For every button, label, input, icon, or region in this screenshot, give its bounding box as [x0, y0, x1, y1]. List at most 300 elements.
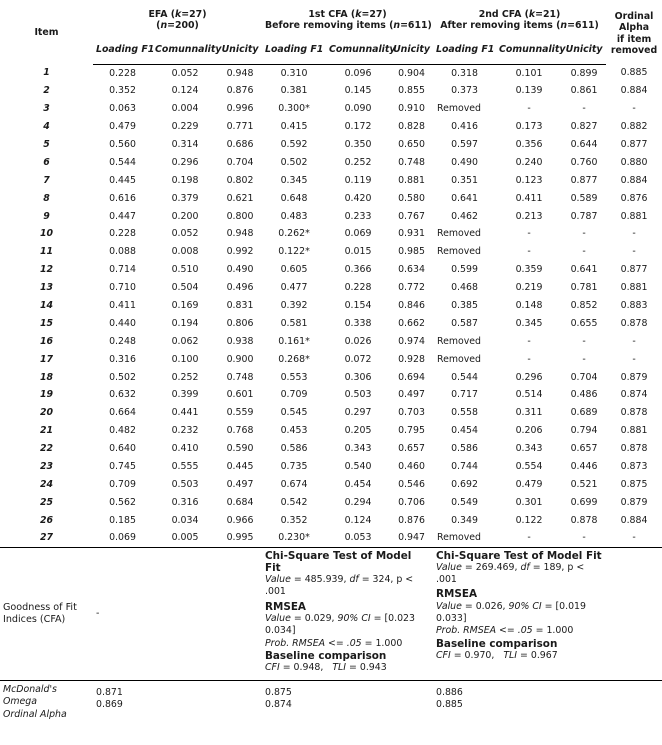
alpha-if-removed: 0.885: [620, 67, 648, 79]
cfa1-loading: 0.352: [280, 514, 308, 526]
item-number: 25: [39, 496, 54, 508]
item-number: 20: [39, 407, 54, 419]
cfa2-communality: 0.345: [515, 317, 543, 329]
table-row: [0, 297, 662, 315]
item-number: 17: [39, 353, 54, 365]
cfa1-unicity: 0.767: [398, 210, 425, 222]
item-number: 11: [39, 246, 54, 258]
item-number: 23: [39, 461, 54, 473]
cfa2-unicity: 0.878: [570, 514, 598, 526]
cfa1-communality: 0.053: [344, 532, 372, 544]
cfa2-unicity: 0.446: [570, 461, 598, 473]
alpha-if-removed: -: [632, 532, 636, 544]
efa-loading: 0.479: [109, 121, 136, 133]
cfa2-unicity: 0.760: [570, 156, 598, 168]
alpha-if-removed: -: [632, 246, 636, 258]
item-number: 13: [39, 282, 54, 294]
efa-loading: 0.714: [109, 264, 136, 276]
cfa1-unicity: 0.985: [398, 246, 425, 258]
cfa2-loading: 0.416: [451, 121, 478, 133]
table-row: [0, 440, 662, 458]
efa-communality: 0.296: [171, 156, 199, 168]
alpha-if-removed: 0.881: [620, 210, 648, 222]
table-row: [0, 243, 662, 261]
cfa2-loading: 0.373: [451, 85, 478, 97]
alpha-if-removed: 0.878: [620, 443, 648, 455]
cfa2-unicity: 0.794: [570, 425, 598, 437]
cfa1-header: 1st CFA (k=27) Before removing items (n=611): [265, 8, 432, 31]
table-row: [0, 368, 662, 386]
cfa2-unicity: -: [582, 228, 586, 240]
alpha-if-removed: -: [632, 228, 636, 240]
gof-label: Goodness of Fit Indices (CFA): [0, 547, 93, 680]
cfa1-unicity-header: Unicity: [390, 36, 433, 64]
cfa2-communality: -: [527, 103, 531, 115]
cfa1-communality: 0.338: [344, 317, 372, 329]
cfa2-communality: 0.411: [515, 192, 543, 204]
table-row: [0, 458, 662, 476]
cfa2-loading-header: Loading F1: [433, 36, 496, 64]
efa-communality: 0.100: [171, 353, 199, 365]
cfa2-unicity: 0.521: [570, 478, 598, 490]
efa-unicity: 0.497: [226, 478, 254, 490]
efa-unicity: 0.800: [226, 210, 254, 222]
cfa1-communality: 0.072: [344, 353, 372, 365]
efa-unicity: 0.496: [226, 282, 254, 294]
cfa2-loading: Removed: [437, 228, 482, 240]
cfa1-unicity: 0.795: [398, 425, 425, 437]
efa-unicity: 0.704: [226, 156, 254, 168]
cfa1-communality: 0.540: [344, 461, 372, 473]
cfa1-unicity: 0.828: [398, 121, 425, 133]
efa-unicity: 0.590: [226, 443, 254, 455]
alpha-if-removed: 0.873: [620, 461, 648, 473]
cfa2-loading: 0.462: [451, 210, 478, 222]
table-row: [0, 100, 662, 118]
cfa2-loading: 0.349: [451, 514, 478, 526]
cfa1-unicity: 0.546: [398, 478, 425, 490]
efa-unicity: 0.806: [226, 317, 254, 329]
table-row: [0, 350, 662, 368]
cfa2-communality: 0.240: [515, 156, 543, 168]
table-row: [0, 404, 662, 422]
item-number: 2: [43, 85, 50, 97]
table-row: [0, 279, 662, 297]
cfa2-unicity: 0.781: [570, 282, 598, 294]
item-number: 6: [43, 156, 50, 168]
cfa2-loading: 0.468: [451, 282, 478, 294]
efa-loading: 0.069: [109, 532, 136, 544]
cfa1-communality: 0.119: [344, 174, 372, 186]
efa-loading: 0.560: [109, 139, 136, 150]
alpha-if-removed: 0.883: [620, 300, 648, 312]
cfa2-loading: Removed: [437, 246, 482, 258]
efa-loading: 0.544: [109, 156, 136, 168]
efa-communality-header: Comunnality: [152, 36, 218, 64]
efa-unicity-header: Unicity: [218, 36, 262, 64]
cfa2-unicity: 0.644: [570, 139, 598, 150]
cfa2-loading: 0.385: [451, 300, 478, 312]
cfa1-communality: 0.420: [344, 192, 372, 204]
alpha-gof-empty: [606, 547, 662, 680]
efa-communality: 0.200: [171, 210, 199, 222]
item-header: Item: [34, 26, 59, 38]
cfa2-unicity: 0.704: [570, 371, 598, 383]
cfa1-unicity: 0.910: [398, 103, 425, 115]
cfa1-unicity: 0.497: [398, 389, 425, 401]
cfa2-communality: 0.213: [515, 210, 543, 222]
cfa1-communality: 0.306: [344, 371, 372, 383]
alpha-if-removed: 0.879: [620, 496, 648, 508]
efa-loading: 0.088: [109, 246, 136, 258]
cfa1-loading: 0.262*: [278, 228, 310, 240]
efa-loading: 0.440: [109, 317, 136, 329]
cfa1-communality: 0.015: [344, 246, 372, 258]
table-row: [0, 171, 662, 189]
reliability-label: McDonald's Omega Ordinal Alpha: [0, 680, 93, 726]
efa-unicity: 0.996: [226, 103, 254, 115]
cfa1-communality: 0.503: [344, 389, 372, 401]
cfa2-loading: 0.599: [451, 264, 478, 276]
table-row: [0, 422, 662, 440]
cfa2-communality: 0.311: [515, 407, 543, 419]
cfa2-loading: 0.351: [451, 174, 478, 186]
efa-unicity: 0.966: [226, 514, 254, 526]
item-number: 7: [43, 174, 50, 186]
cfa2-unicity: -: [582, 246, 586, 258]
cfa1-loading: 0.545: [280, 407, 308, 419]
cfa1-communality: 0.366: [344, 264, 372, 276]
efa-loading: 0.411: [109, 300, 136, 312]
cfa1-unicity: 0.772: [398, 282, 425, 294]
alpha-if-removed: 0.877: [620, 264, 648, 276]
cfa2-loading: 0.717: [451, 389, 478, 401]
table-row: [0, 189, 662, 207]
efa-communality: 0.008: [171, 246, 199, 258]
efa-unicity: 0.771: [226, 121, 254, 133]
alpha-if-removed: 0.881: [620, 425, 648, 437]
efa-communality: 0.399: [171, 389, 199, 401]
cfa2-communality: 0.139: [515, 85, 543, 97]
cfa1-loading: 0.268*: [278, 353, 310, 365]
cfa1-communality: 0.228: [344, 282, 372, 294]
table-row: [0, 511, 662, 529]
cfa2-loading: 0.558: [451, 407, 478, 419]
efa-loading: 0.632: [109, 389, 136, 401]
cfa2-communality: -: [527, 335, 531, 347]
efa-loading: 0.664: [109, 407, 136, 419]
cfa2-communality-header: Comunnality: [496, 36, 562, 64]
cfa2-unicity: 0.486: [570, 389, 598, 401]
cfa1-communality: 0.233: [344, 210, 372, 222]
cfa2-communality: -: [527, 246, 531, 258]
alpha-if-removed: 0.876: [620, 192, 648, 204]
item-number: 14: [39, 300, 54, 312]
efa-communality: 0.052: [171, 228, 199, 240]
item-number: 4: [43, 121, 50, 133]
alpha-if-removed: 0.875: [620, 478, 648, 490]
goodness-of-fit-row: [0, 547, 662, 680]
efa-unicity: 0.684: [226, 496, 254, 508]
cfa1-communality: 0.350: [344, 139, 372, 150]
alpha-if-removed: 0.878: [620, 407, 648, 419]
cfa2-loading: 0.549: [451, 496, 478, 508]
cfa1-unicity: 0.947: [398, 532, 425, 544]
cfa1-unicity: 0.931: [398, 228, 425, 240]
cfa1-communality: 0.154: [344, 300, 372, 312]
alpha-if-removed: -: [632, 335, 636, 347]
cfa1-unicity: 0.846: [398, 300, 425, 312]
cfa2-unicity: 0.699: [570, 496, 598, 508]
cfa1-loading: 0.581: [280, 317, 308, 329]
alpha-if-removed: 0.879: [620, 371, 648, 383]
cfa1-loading: 0.477: [280, 282, 308, 294]
table-row: [0, 207, 662, 225]
cfa2-loading: Removed: [437, 335, 482, 347]
efa-communality: 0.410: [171, 443, 199, 455]
efa-header: EFA (k=27) (n=200): [148, 8, 207, 31]
cfa2-unicity: 0.852: [570, 300, 598, 312]
cfa2-communality: 0.101: [515, 67, 543, 79]
cfa1-loading: 0.553: [280, 371, 308, 383]
efa-communality: 0.169: [171, 300, 199, 312]
cfa1-loading: 0.453: [280, 425, 308, 437]
cfa1-communality: 0.026: [344, 335, 372, 347]
table-row: [0, 314, 662, 332]
cfa1-loading: 0.300*: [278, 103, 310, 115]
cfa2-unicity: -: [582, 353, 586, 365]
cfa2-loading: 0.744: [451, 461, 478, 473]
efa-communality: 0.504: [171, 282, 199, 294]
efa-unicity: 0.995: [226, 532, 254, 544]
table-row: [0, 529, 662, 547]
cfa1-unicity: 0.855: [398, 85, 425, 97]
cfa2-gof-block: Chi-Square Test of Model Fit Value = 269.469, df = 189, p < .001 RMSEA Value = 0.026, 90% CI = [0.019 0.033] Prob. RMSEA <= .05 = 1.000 Baseline comparison CFI = 0.970, TLI = 0.967: [433, 547, 606, 680]
efa-loading: 0.447: [109, 210, 136, 222]
cfa1-unicity: 0.657: [398, 443, 425, 455]
table-row: [0, 225, 662, 243]
cfa2-communality: 0.356: [515, 139, 543, 150]
table-row: [0, 386, 662, 404]
alpha-if-removed: 0.884: [620, 514, 648, 526]
item-number: 8: [43, 192, 50, 204]
efa-unicity: 0.948: [226, 228, 254, 240]
item-number: 26: [39, 514, 54, 526]
cfa2-unicity-header: Unicity: [562, 36, 606, 64]
item-number: 22: [39, 443, 54, 455]
efa-communality: 0.052: [171, 67, 199, 79]
item-number: 3: [43, 103, 50, 115]
item-number: 10: [39, 228, 54, 240]
table-row: [0, 118, 662, 136]
efa-unicity: 0.938: [226, 335, 254, 347]
cfa2-communality: 0.219: [515, 282, 543, 294]
cfa1-communality: 0.294: [344, 496, 372, 508]
item-number: 24: [39, 478, 54, 490]
cfa1-loading: 0.415: [280, 121, 308, 133]
cfa2-unicity: 0.641: [570, 264, 598, 276]
efa-loading: 0.616: [109, 192, 136, 204]
cfa1-loading: 0.161*: [278, 335, 310, 347]
efa-unicity: 0.948: [226, 67, 254, 79]
cfa1-loading: 0.381: [280, 85, 308, 97]
cfa2-loading: 0.318: [451, 67, 478, 79]
efa-communality: 0.555: [171, 461, 199, 473]
efa-communality: 0.379: [171, 192, 199, 204]
cfa2-unicity: 0.657: [570, 443, 598, 455]
alpha-if-removed: 0.884: [620, 174, 648, 186]
cfa1-communality: 0.172: [344, 121, 372, 133]
cfa2-communality: 0.148: [515, 300, 543, 312]
cfa1-communality: 0.090: [344, 103, 372, 115]
alpha-if-removed: 0.874: [620, 389, 648, 401]
cfa2-communality: 0.206: [515, 425, 543, 437]
cfa2-unicity: -: [582, 335, 586, 347]
efa-gof-value: -: [93, 547, 262, 680]
alpha-if-removed: 0.877: [620, 139, 648, 150]
cfa1-unicity: 0.881: [398, 174, 425, 186]
cfa1-communality: 0.124: [344, 514, 372, 526]
efa-reliability: 0.871 0.869: [93, 680, 262, 726]
cfa2-unicity: 0.827: [570, 121, 598, 133]
efa-communality: 0.194: [171, 317, 199, 329]
cfa1-unicity: 0.650: [398, 139, 425, 150]
cfa2-header: 2nd CFA (k=21) After removing items (n=611): [440, 8, 599, 31]
efa-loading: 0.445: [109, 174, 136, 186]
cfa1-communality: 0.069: [344, 228, 372, 240]
cfa2-unicity: 0.655: [570, 317, 598, 329]
alpha-if-removed: 0.878: [620, 317, 648, 329]
cfa1-gof-block: Chi-Square Test of Model Fit Value = 485.939, df = 324, p < .001 RMSEA Value = 0.029, 90% CI = [0.023 0.034] Prob. RMSEA <= .05 = 1.000 Baseline comparison CFI = 0.948, TLI = 0.943: [262, 547, 433, 680]
efa-communality: 0.510: [171, 264, 199, 276]
cfa1-unicity: 0.694: [398, 371, 425, 383]
cfa2-loading: 0.692: [451, 478, 478, 490]
alpha-if-removed: 0.884: [620, 85, 648, 97]
cfa1-reliability: 0.875 0.874: [262, 680, 433, 726]
cfa1-communality: 0.297: [344, 407, 372, 419]
cfa2-communality: 0.514: [515, 389, 543, 401]
efa-communality: 0.198: [171, 174, 199, 186]
efa-loading: 0.562: [109, 496, 136, 508]
cfa2-loading: 0.490: [451, 156, 478, 168]
cfa1-unicity: 0.460: [398, 461, 425, 473]
cfa2-reliability: 0.886 0.885: [433, 680, 606, 726]
table-row: [0, 475, 662, 493]
efa-unicity: 0.876: [226, 85, 254, 97]
cfa1-loading: 0.392: [280, 300, 308, 312]
alpha-if-removed: -: [632, 103, 636, 115]
cfa2-loading: 0.597: [451, 139, 478, 150]
efa-loading: 0.709: [109, 478, 136, 490]
efa-unicity: 0.621: [226, 192, 254, 204]
cfa1-loading: 0.310: [280, 67, 308, 79]
cfa1-unicity: 0.974: [398, 335, 425, 347]
efa-communality: 0.232: [171, 425, 199, 437]
cfa1-communality: 0.145: [344, 85, 372, 97]
efa-communality: 0.004: [171, 103, 199, 115]
table-row: [0, 261, 662, 279]
cfa1-unicity: 0.580: [398, 192, 425, 204]
efa-loading: 0.063: [109, 103, 136, 115]
cfa1-unicity: 0.703: [398, 407, 425, 419]
cfa2-communality: 0.123: [515, 174, 543, 186]
cfa1-loading: 0.592: [280, 139, 308, 150]
cfa2-loading: Removed: [437, 353, 482, 365]
efa-loading: 0.228: [109, 228, 136, 240]
efa-unicity: 0.748: [226, 371, 254, 383]
cfa2-communality: 0.301: [515, 496, 543, 508]
efa-communality: 0.034: [171, 514, 199, 526]
table-row: [0, 82, 662, 100]
efa-unicity: 0.490: [226, 264, 254, 276]
cfa2-communality: 0.554: [515, 461, 543, 473]
cfa1-loading: 0.502: [280, 156, 308, 168]
efa-loading: 0.185: [109, 514, 136, 526]
cfa1-loading: 0.586: [280, 443, 308, 455]
efa-loading: 0.640: [109, 443, 136, 455]
alpha-if-removed: 0.880: [620, 156, 648, 168]
cfa1-unicity: 0.662: [398, 317, 425, 329]
reliability-row: [0, 680, 662, 726]
efa-unicity: 0.802: [226, 174, 254, 186]
cfa2-communality: -: [527, 532, 531, 544]
cfa1-communality: 0.343: [344, 443, 372, 455]
cfa1-loading: 0.542: [280, 496, 308, 508]
group-header-row: [0, 0, 662, 36]
cfa1-loading: 0.648: [280, 192, 308, 204]
efa-communality: 0.062: [171, 335, 199, 347]
cfa2-loading: Removed: [437, 103, 482, 115]
efa-communality: 0.229: [171, 121, 199, 133]
efa-communality: 0.005: [171, 532, 199, 544]
efa-communality: 0.503: [171, 478, 199, 490]
cfa1-communality: 0.205: [344, 425, 372, 437]
efa-unicity: 0.831: [226, 300, 254, 312]
cfa1-unicity: 0.634: [398, 264, 425, 276]
efa-loading: 0.710: [109, 282, 136, 294]
cfa2-communality: -: [527, 353, 531, 365]
cfa2-unicity: 0.861: [570, 85, 598, 97]
cfa1-communality-header: Comunnality: [326, 36, 390, 64]
cfa2-loading: 0.454: [451, 425, 478, 437]
item-rows: [0, 64, 662, 547]
item-number: 1: [43, 67, 50, 79]
cfa2-communality: 0.479: [515, 478, 543, 490]
cfa1-loading: 0.735: [280, 461, 308, 473]
item-number: 9: [43, 210, 50, 222]
cfa1-unicity: 0.706: [398, 496, 425, 508]
efa-unicity: 0.768: [226, 425, 254, 437]
cfa1-communality: 0.096: [344, 67, 372, 79]
efa-loading: 0.316: [109, 353, 136, 365]
table-row: [0, 332, 662, 350]
table-row: [0, 136, 662, 154]
efa-loading: 0.482: [109, 425, 136, 437]
alpha-if-removed: 0.881: [620, 282, 648, 294]
item-number: 18: [39, 371, 54, 383]
efa-communality: 0.124: [171, 85, 199, 97]
efa-loading: 0.502: [109, 371, 136, 383]
item-number: 19: [39, 389, 54, 401]
cfa1-loading: 0.605: [280, 264, 308, 276]
cfa2-communality: 0.173: [515, 121, 543, 133]
alpha-if-removed: -: [632, 353, 636, 365]
cfa1-communality: 0.252: [344, 156, 372, 168]
efa-loading-header: Loading F1: [93, 36, 152, 64]
efa-communality: 0.314: [171, 139, 199, 150]
efa-communality: 0.316: [171, 496, 199, 508]
cfa2-communality: 0.359: [515, 264, 543, 276]
